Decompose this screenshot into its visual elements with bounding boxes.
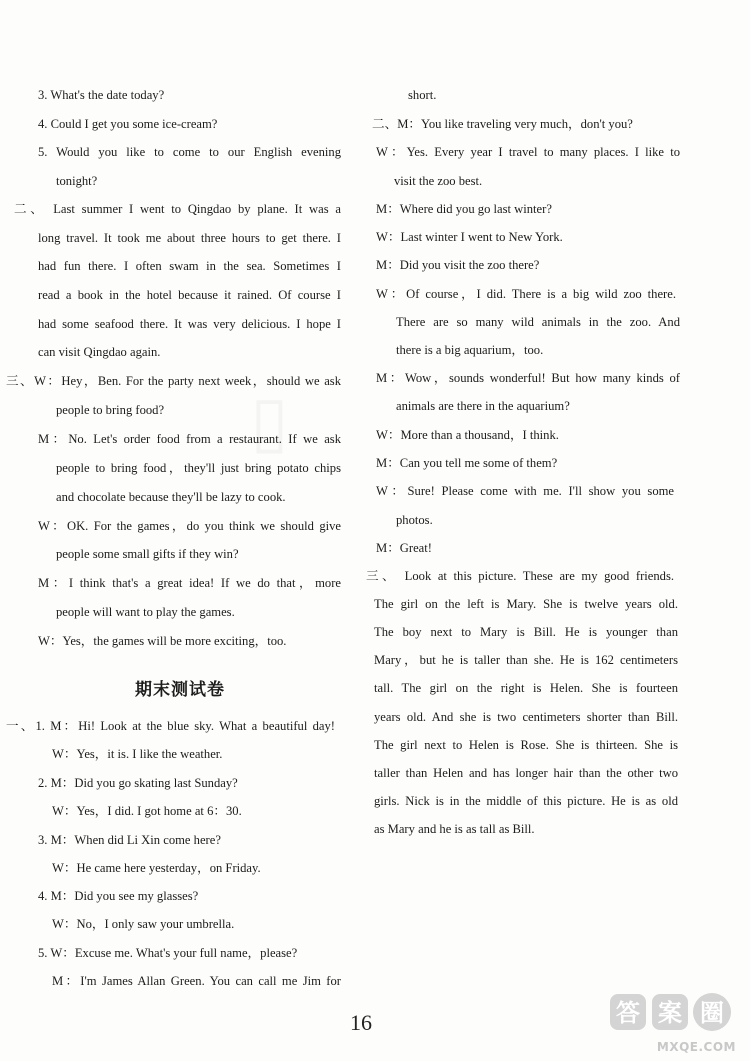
section-title: 期末测试卷 — [135, 680, 225, 700]
text-line: 一、1. M：Hi! Look at the blue sky. What a beautiful day! — [6, 719, 335, 733]
text-line: animals are there in the aquarium? — [396, 399, 570, 413]
svg-text:答: 答 — [616, 999, 640, 1027]
text-line: M：Where did you go last winter? — [376, 202, 552, 216]
text-line: people to bring food，they'll just bring potato chips — [56, 461, 341, 475]
text-line: 二、M：You like traveling very much，don't you? — [372, 117, 633, 131]
text-line: W：Sure! Please come with me. I'll show you some — [376, 484, 674, 498]
text-line: 3. What's the date today? — [38, 88, 165, 102]
text-line: people some small gifts if they win? — [56, 547, 239, 561]
text-line: W：He came here yesterday，on Friday. — [52, 861, 261, 875]
text-line: 4. Could I get you some ice-cream? — [38, 117, 218, 131]
text-line: years old. And she is two centimeters shorter than Bill. — [374, 710, 678, 724]
text-line: short. — [408, 88, 437, 102]
text-line: people to bring food? — [56, 403, 165, 417]
text-line: W：OK. For the games，do you think we should give — [38, 519, 341, 533]
text-line: 4. M：Did you see my glasses? — [38, 889, 199, 903]
text-line: long travel. It took me about three hours to get there. I — [38, 231, 341, 245]
text-line: 三、 Look at this picture. These are my good friends. — [366, 569, 674, 583]
text-line: tall. The girl on the right is Helen. She is fourteen — [374, 681, 678, 695]
svg-text:圈: 圈 — [700, 999, 724, 1027]
text-line: W：No，I only saw your umbrella. — [52, 917, 235, 931]
text-line: W：Last winter I went to New York. — [376, 230, 563, 244]
text-line: W：Yes，I did. I got home at 6：30. — [52, 804, 242, 818]
text-line: read a book in the hotel because it rained. Of course I — [38, 288, 341, 302]
text-line: and chocolate because they'll be lazy to cook. — [56, 490, 286, 504]
faint-background-mark — [250, 380, 289, 462]
text-line: M：No. Let's order food from a restaurant. If we ask — [38, 432, 341, 446]
text-line: 2. M：Did you go skating last Sunday? — [38, 776, 238, 790]
text-line: 二、 Last summer I went to Qingdao by plane. It was a — [14, 202, 341, 216]
text-line: W：Yes，it is. I like the weather. — [52, 747, 223, 761]
text-line: girls. Nick is in the middle of this picture. He is as old — [374, 794, 678, 808]
text-line: had some seafood there. It was very delicious. I hope I — [38, 317, 341, 331]
text-line: W：More than a thousand，I think. — [376, 428, 559, 442]
text-line: W：Of course，I did. There is a big wild zoo there. — [376, 287, 676, 301]
text-line: 三、W：Hey，Ben. For the party next week，should we ask — [6, 374, 341, 388]
text-line: had fun there. I often swam in the sea. Sometimes I — [38, 259, 341, 273]
text-line: tonight? — [56, 174, 98, 188]
text-line: W：Yes. Every year I travel to many places. I like to — [376, 145, 680, 159]
text-line: 3. M：When did Li Xin come here? — [38, 833, 221, 847]
text-line: The girl on the left is Mary. She is twelve years old. — [374, 597, 678, 611]
svg-text:案: 案 — [658, 999, 682, 1027]
text-line: visit the zoo best. — [394, 174, 483, 188]
text-line: there is a big aquarium，too. — [396, 343, 544, 357]
text-line: people will want to play the games. — [56, 605, 235, 619]
page-number: 16 — [350, 1010, 372, 1035]
text-line: Mary，but he is taller than she. He is 162 centimeters — [374, 653, 678, 667]
text-line: photos. — [396, 513, 433, 527]
text-line: The girl next to Helen is Rose. She is thirteen. She is — [374, 738, 678, 752]
text-line: M：I'm James Allan Green. You can call me Jim for — [52, 974, 341, 988]
text-line: 5. W：Excuse me. What's your full name，please? — [38, 946, 298, 960]
text-line: There are so many wild animals in the zoo. And — [396, 315, 680, 329]
text-line: M：Wow，sounds wonderful! But how many kinds of — [376, 371, 680, 385]
text-line: taller than Helen and has longer hair than the other two — [374, 766, 678, 780]
text-line: The boy next to Mary is Bill. He is younger than — [374, 625, 678, 639]
text-line: can visit Qingdao again. — [38, 345, 161, 359]
text-line: as Mary and he is as tall as Bill. — [374, 822, 535, 836]
text-line: M：Can you tell me some of them? — [376, 456, 558, 470]
text-line: M：I think that's a great idea! If we do that，more — [38, 576, 341, 590]
text-line: W：Yes，the games will be more exciting，too. — [38, 634, 287, 648]
watermark-text: MXQE.COM — [656, 1040, 736, 1054]
text-line: M：Great! — [376, 541, 432, 555]
text-line: 5. Would you like to come to our English evening — [38, 145, 341, 159]
text-line: M：Did you visit the zoo there? — [376, 258, 540, 272]
